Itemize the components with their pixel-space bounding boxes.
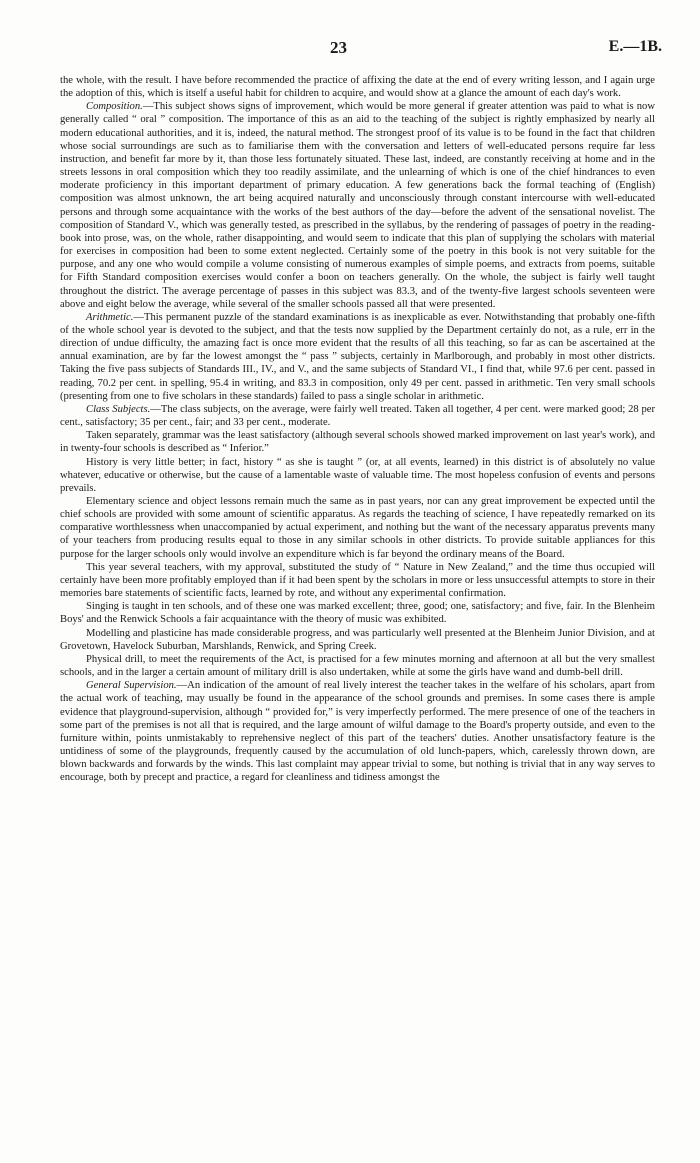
section-heading: Composition. (86, 101, 143, 113)
paragraph (60, 403, 655, 429)
paragraph-text: Physical drill, to meet the requirements of the Act, is practised for a few minutes morning and afternoon at all but the very smallest schools, and in the larger a certain amount of military drill is also undertaken, while at some the girls have wand and dumb-bell drill. (60, 653, 655, 679)
paragraph-text: Taken separately, grammar was the least satisfactory (although several schools showed marked improvement on last year's work), and in twenty-four schools is described as “ Inferior.” (60, 430, 655, 455)
paragraph-text: This year several teachers, with my approval, substituted the study of “ Nature in New Zealand,” and the time thus occupied will certainly have been more profitably employed than if it had been spent by the scholars in more or less unsuccessful attempts to store in their memories bare statements of scientific facts, learned by rote, and without any experimental confirmation. (60, 561, 655, 600)
paragraph-text: the whole, with the result. I have before recommended the practice of affixing the date at the end of every writing lesson, and I again urge the adoption of this, which is itself a useful habit for children to acquire, and would show at a glance the amount of each day's work. (60, 75, 655, 100)
paragraph (60, 600, 655, 626)
paragraph (60, 561, 655, 600)
paragraph (60, 74, 655, 100)
page-header (0, 38, 700, 60)
document-reference: E.—1B. (608, 38, 662, 55)
paragraph-text: Modelling and plasticine has made considerable progress, and was particularly well presented at the Blenheim Junior Division, and at Grovetown, Havelock Suburban, Marshlands, Renwick, and Spring Creek. (60, 627, 655, 652)
section-heading: Class Subjects. (86, 403, 151, 415)
paragraph-text: —This permanent puzzle of the standard examinations is as inexplicable as ever. Notwithstanding that probably one-fifth of the whole school year is devoted to the subject, and that the tests now supplied by the Department certainly do not, as a rule, err in the direction of undue difficulty, the amazing fact is once more evident that the results of all this teaching, so far as can be ascertained at the annual examination, are by far the lowest amongst the “ pass ” subjects, certainly in Marlborough, and probably in most other districts. Taking the five pass subjects of Standards III., IV., and V., and the same subjects of Standard VI., I find that, while 97.6 per cent. passed in reading, 70.2 per cent. in spelling, 95.4 in writing, and 83.3 in composition, only 49 per cent. passed in arithmetic. Ten very small schools (presenting from one to five scholars in these standards) failed to pass a single scholar in arithmetic. (60, 311, 655, 402)
section-heading: Arithmetic. (86, 311, 134, 323)
paragraph-text: Singing is taught in ten schools, and of these one was marked excellent; three, good; one, satisfactory; and five, fair. In the Blenheim Boys' and the Renwick Schools a fair acquaintance with the theory of music was exhibited. (60, 601, 655, 626)
paragraph (60, 679, 655, 784)
paragraph (60, 627, 655, 653)
paragraph (60, 429, 655, 455)
section-heading: General Supervision. (86, 680, 177, 692)
body-text (60, 74, 655, 784)
paragraph (60, 653, 655, 679)
page-number: 23 (330, 38, 347, 57)
paragraph (60, 311, 655, 403)
paragraph-text: Elementary science and object lessons remain much the same as in past years, nor can any great improvement be expected until the chief schools are provided with some amount of scientific apparatus. As regards the teaching of science, I have repeatedly remarked on its comparative worthlessness when unaccompanied by actual experiment, and nothing but the want of the necessary apparatus prevents many of your teachers from producing results equal to those in any similar schools in other districts. To provide suitable appliances for this purpose for the larger schools only would involve an expenditure which is far beyond the ordinary means of the Board. (60, 496, 655, 560)
paragraph (60, 456, 655, 495)
paragraph (60, 495, 655, 561)
paragraph (60, 100, 655, 311)
paragraph-text: —This subject shows signs of improvement, which would be more general if greater attention was paid to what is now generally called “ oral ” composition. The importance of this as an aid to the teaching of the subject is rightly emphasized by nearly all modern educational authorities, and it is, indeed, the natural method. The strongest proof of its value is to be found in the fact that children whose social surroundings are such as to familiarise them with the conversation and letters of well-educated persons require far less instruction, and benefit far more by it, than those less fortunately situated. These last, indeed, are constantly receiving at home and in the streets lessons in oral composition which they too readily assimilate, and the unlearning of which is one of the chief hindrances to even moderate proficiency in this important department of primary education. A few generations back the formal teaching of (English) composition was almost unknown, the art being acquired naturally and unconsciously through constant intercourse with well-educated persons and through some acquaintance with the works of the best authors of the day—before the advent of the sensational novelist. The composition of Standard V., which was generally tested, as prescribed in the syllabus, by the rendering of passages of poetry in the reading-book into prose, was, on the whole, rather disappointing, and would seem to indicate that this plan of supplying the scholars with material for exercises in composition had been to some extent neglected. Certainly some of the poetry in this book is not very suitable for the purpose, and any one who would compile a volume consisting of numerous examples of simple poems, and extracts from poems, suitable for Fifth Standard composition exercises would confer a boon on teachers generally. On the whole, the subject is fairly well taught throughout the district. The average percentage of passes in this subject was 83.3, and of the twenty-five largest schools seventeen were above and eight below the average, while several of the smaller schools passed all that were presented. (60, 101, 655, 310)
paragraph-text: History is very little better; in fact, history “ as she is taught ” (or, at all events, learned) in this district is of absolutely no value whatever, educative or otherwise, but the cause of a lamentable waste of valuable time. The most hopeless confusion of events and persons prevails. (60, 456, 655, 494)
paragraph-text: —An indication of the amount of real lively interest the teacher takes in the welfare of his scholars, apart from the actual work of teaching, may usually be found in the appearance of the school grounds and premises. In some cases there is ample evidence that playground-supervision, although “ provided for,” is very imperfectly performed. The mere presence of one of the teachers in some part of the premises is not all that is required, and the large amount of wilful damage to the Board's property outside, and even to the furniture within, points unmistakably to reprehensive neglect of this part of the teachers' duties. Another unsatisfactory feature is the untidiness of some of the playgrounds, frequently caused by the accumulation of old lunch-papers, which, carelessly thrown down, are blown backwards and forwards by the winds. This last complaint may appear trivial to some, but nothing is trivial that in any way serves to encourage, both by precept and practice, a regard for cleanliness and tidiness amongst the (60, 680, 655, 784)
paragraph-text: —The class subjects, on the average, were fairly well treated. Taken all together, 4 per cent. were marked good; 28 per cent., satisfactory; 35 per cent., fair; and 33 per cent., moderate. (60, 403, 655, 429)
